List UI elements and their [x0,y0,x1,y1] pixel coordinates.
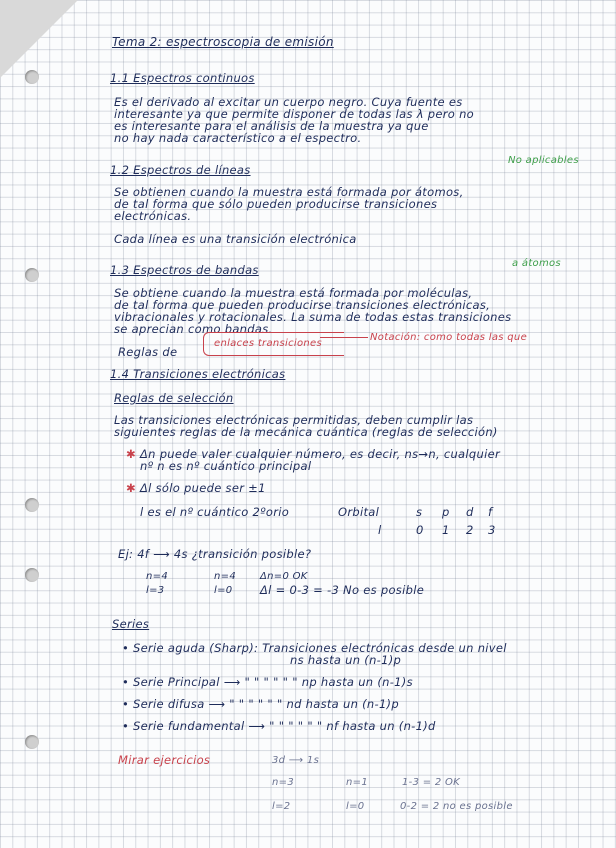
text-line: siguientes reglas de la mecánica cuántica (reglas de selección) [114,425,498,439]
exercise-value: 0-2 = 2 no es posible [400,801,513,812]
text-line: Δn puede valer cualquier número, es decir, ns→n, cualquier [140,447,500,461]
orbital-cell: s [416,505,423,519]
red-bracket-note: enlaces transiciones [214,338,323,349]
margin-note-green: a átomos [512,258,561,269]
series-item: • Serie aguda (Sharp): Transiciones electrónicas desde un nivel [122,641,507,655]
binder-hole [25,70,39,84]
text-line: Reglas de [118,345,178,359]
exercise-value: n=3 [272,777,294,788]
star-bullet: ✱ [126,447,136,461]
example-value: Δl = 0-3 = -3 No es posible [260,583,425,597]
text-line: de tal forma que pueden producirse transiciones electrónicas, [114,298,491,312]
l-cell: 2 [466,523,474,537]
example-value: n=4 [146,571,168,582]
l-cell: 1 [442,523,450,537]
orbital-cell: f [488,505,493,519]
series-heading: Series [112,617,150,631]
example-value: l=0 [214,585,233,596]
heading-1-2: 1.2 Espectros de líneas [110,163,251,177]
binder-hole [25,498,39,512]
exercise-label: Mirar ejercicios [118,753,211,767]
text-line: Las transiciones electrónicas permitidas, deben cumplir las [114,413,474,427]
exercise-value: 1-3 = 2 OK [402,777,461,788]
binder-hole [25,568,39,582]
text-line: se aprecian como bandas. [114,322,273,336]
series-item: • Serie Principal ⟶ " " " " " " np hasta un (n-1)s [122,675,413,689]
series-item: • Serie difusa ⟶ " " " " " " nd hasta un (n-1)p [122,697,399,711]
l-label: l [378,523,382,537]
text-line: nº n es nº cuántico principal [140,459,312,473]
text-line: electrónicas. [114,209,192,223]
series-item: • Serie fundamental ⟶ " " " " " " nf hasta un (n-1)d [122,719,436,733]
example-value: l=3 [146,585,165,596]
text-line: Se obtienen cuando la muestra está formada por átomos, [114,185,464,199]
star-bullet: ✱ [126,481,136,495]
binder-hole [25,735,39,749]
orbital-cell: d [466,505,474,519]
text-line: Se obtiene cuando la muestra está formada por moléculas, [114,286,473,300]
exercise-value: n=1 [346,777,368,788]
subheading: Reglas de selección [114,391,234,405]
binder-hole [25,268,39,282]
series-item: ns hasta un (n-1)p [290,653,402,667]
orbital-label: Orbital [338,505,380,519]
text-line: interesante ya que permite disponer de todas las λ pero no [114,107,475,121]
page-corner-fold [0,0,78,78]
text-line: de tal forma que sólo pueden producirse transiciones [114,197,438,211]
example-value: n=4 [214,571,236,582]
l-cell: 0 [416,523,424,537]
text-line: l es el nº cuántico 2ºorio [140,505,290,519]
heading-1-3: 1.3 Espectros de bandas [110,263,259,277]
exercise-value: 3d ⟶ 1s [272,755,320,766]
margin-note-green: No aplicables [508,155,579,166]
l-cell: 3 [488,523,496,537]
heading-1-1: 1.1 Espectros continuos [110,71,255,85]
orbital-cell: p [442,505,450,519]
text-line: no hay nada característico a el espectro. [114,131,362,145]
text-line: Δl sólo puede ser ±1 [140,481,266,495]
exercise-value: l=2 [272,801,291,812]
heading-1-4: 1.4 Transiciones electrónicas [110,367,286,381]
text-line: es interesante para el análisis de la muestra ya que [114,119,429,133]
page-title: Tema 2: espectroscopia de emisión [112,35,334,49]
margin-note-red: Notación: como todas las que [370,332,528,343]
text-line: vibracionales y rotacionales. La suma de todas estas transiciones [114,310,512,324]
text-line: Cada línea es una transición electrónica [114,232,357,246]
exercise-value: l=0 [346,801,365,812]
example-line: Ej: 4f ⟶ 4s ¿transición posible? [118,547,312,561]
example-value: Δn=0 OK [260,571,308,582]
text-line: Es el derivado al excitar un cuerpo negro. Cuya fuente es [114,95,463,109]
